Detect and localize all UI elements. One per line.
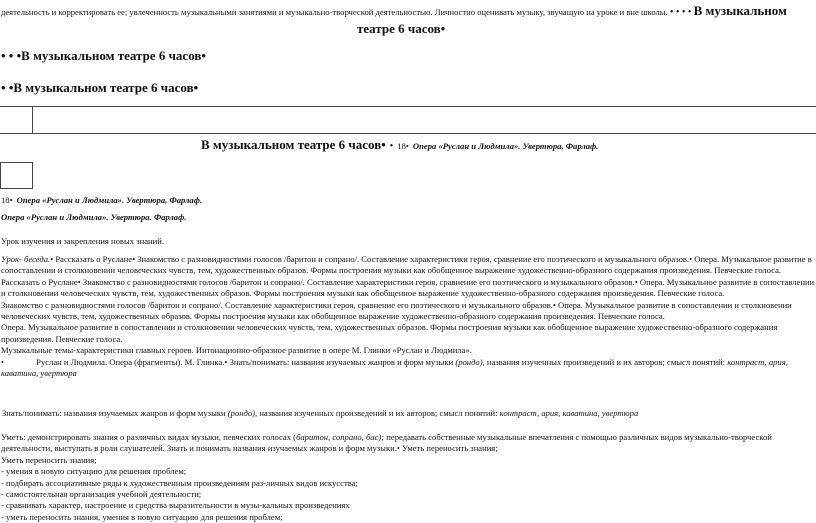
body-paragraph-2: Рассказать о Руслане• Знакомство с разновидностями голосов /баритон и сопрано/. Составление характеристики героя, сравнение его поэтического и музыкального образов.• Опера. Музыкальное развитие в сопоставлении и столкновении человеческих чувств, тем, художественных образов. Формы построения музыки как обобщенное выражение художественно-образного содержания произведения. Певческие голоса. <box>1 276 815 299</box>
top-dots: • • • • <box>669 7 692 18</box>
body-paragraph-6-text: Руслан и Людмила. Опера (фрагменты). М. Глинка.• Знать/понимать: названия изучаемых жанров и форм музыки <box>36 356 454 367</box>
lesson-line-title: Опера «Руслан и Людмила». Увертюра, Фарлаф. <box>16 195 203 205</box>
heading-a-dots: • • <box>1 48 14 63</box>
body-paragraph-5: Музыкальные темы-характеристики главных героев. Интонационно-образное развитие в опере М. Глинки «Руслан и Людмила». <box>1 345 472 356</box>
body-paragraph-4: Опера. Музыкальное развитие в сопоставлении и столкновении человеческих чувств, тем, художественных образов. Формы построения музыки как обобщенное выражение художественно-образного содержания произведения. Певческие голоса. <box>1 322 778 344</box>
skills-intro-italic: баритон, сопрано, бас); <box>296 432 385 442</box>
know-understand-italic-2: контраст, ария, каватина, увертюра <box>499 408 639 418</box>
top-heading-end: театре 6 часов• <box>357 21 446 36</box>
skills-item: - самостоятельная организация учебной деятельности; <box>1 489 202 500</box>
empty-cell-box <box>0 162 33 189</box>
top-text: деятельность и корректировать ее; увлеченность музыкальными занятиями и музыкально-творческой деятельностью. Личностно оценивать музыку, звучащую на уроке и вне школы. <box>1 7 668 17</box>
lesson-line <box>1 190 202 208</box>
center-heading-text: В музыкальном театре 6 часов• <box>201 137 386 152</box>
skills-item: - сравнивать характер, настроение и средства выразительности в музы-кальных произведениях <box>1 500 350 511</box>
know-understand-italic-1: (рондо) <box>227 408 256 418</box>
skills-intro-rest: передавать собственные музыкальные впечатления с помощью различных видов музыкально-творческой деятельности, выступать в роли слушателей. Знать и понимать названия изучаемых жанров и форм музыки.• Уметь переносить знания; <box>1 432 772 454</box>
skills-item: - умения в новую ситуацию для решения проблем; <box>1 466 187 477</box>
heading-b-dots: • <box>1 80 6 95</box>
table-rule-top <box>0 106 816 107</box>
table-rule-mid <box>0 133 816 134</box>
lesson-type: Урок изучения и закрепления новых знаний. <box>1 236 164 246</box>
heading-b-text: •В музыкальном театре 6 часов• <box>8 80 199 95</box>
center-heading-dot: • <box>389 141 394 152</box>
body-paragraph-1 <box>1 254 815 277</box>
lesson-line-number: 18• <box>1 195 13 205</box>
know-understand-line <box>2 408 638 419</box>
body-paragraph-3: Знакомство с разновидностями голосов /баритон и сопрано/. Составление характеристики героя, сравнение его поэтического и музыкального образов.• Опера. Музыкальное развитие в сопоставлении и столкновении человеческих чувств, тем, художественных образов. Формы построения музыки как обобщенное выражение художественно-образного содержания произведения. Певческие голоса. <box>1 299 792 322</box>
body-paragraph-1-text: • Рассказать о Руслане• Знакомство с разновидностями голосов /баритон и сопрано/. Составление характеристики героя, сравнение его поэтического и музыкального образов.• Опера. Музыкальное развитие в сопоставлении и столкновении человеческих чувств, тем, художественных образов. Формы построения музыки как обобщенное выражение художественно-образного содержания произведения. Певческие голоса. <box>1 254 812 276</box>
lesson-title: Опера «Руслан и Людмила». Увертюра. Фарлаф. <box>1 212 187 222</box>
center-heading-number: 18• <box>397 141 409 151</box>
body-paragraph-6-text-2: , названия изученных произведений и их авторов; смысл понятий: <box>482 356 726 367</box>
heading-b <box>1 80 198 96</box>
table-cell-divider <box>32 106 33 133</box>
body-paragraph-6 <box>1 357 815 380</box>
body-paragraph-6-italic-1: (рондо) <box>455 356 483 367</box>
skills-item: - подбирать ассоциативные ряды к художественным произведениям раз-личных видов искусства; <box>1 477 358 488</box>
skills-item: - уметь переносить знания, умения в новую ситуацию для решения проблем; <box>1 511 283 522</box>
lesson-body <box>1 254 815 379</box>
heading-a-text: •В музыкальном театре 6 часов• <box>16 48 206 63</box>
center-heading-lesson: Опера «Руслан и Людмила». Увертюра, Фарлаф. <box>412 141 599 151</box>
skills-item: Уметь переносить знания; <box>1 454 97 465</box>
heading-a <box>1 48 206 64</box>
center-heading <box>201 136 598 154</box>
know-understand-text: Знать/понимать: названия изучаемых жанров и форм музыки <box>2 408 226 418</box>
body-paragraph-6-bullet: • <box>1 356 5 367</box>
know-understand-text-2: , названия изученных произведений и их авторов; смысл понятий: <box>255 408 498 418</box>
lesson-form: Урок- беседа. <box>1 254 51 264</box>
skills-intro <box>1 432 815 455</box>
skills-intro-text: Уметь: демонстрировать знания о различных видах музыки, певческих голосах ( <box>1 432 297 442</box>
top-text-line <box>1 5 787 18</box>
body-paragraph-6-italic-2: контраст, ария, каватина, увертюра <box>1 356 788 379</box>
top-heading-start: В музыкальном <box>693 3 787 18</box>
skills-block <box>1 432 815 523</box>
